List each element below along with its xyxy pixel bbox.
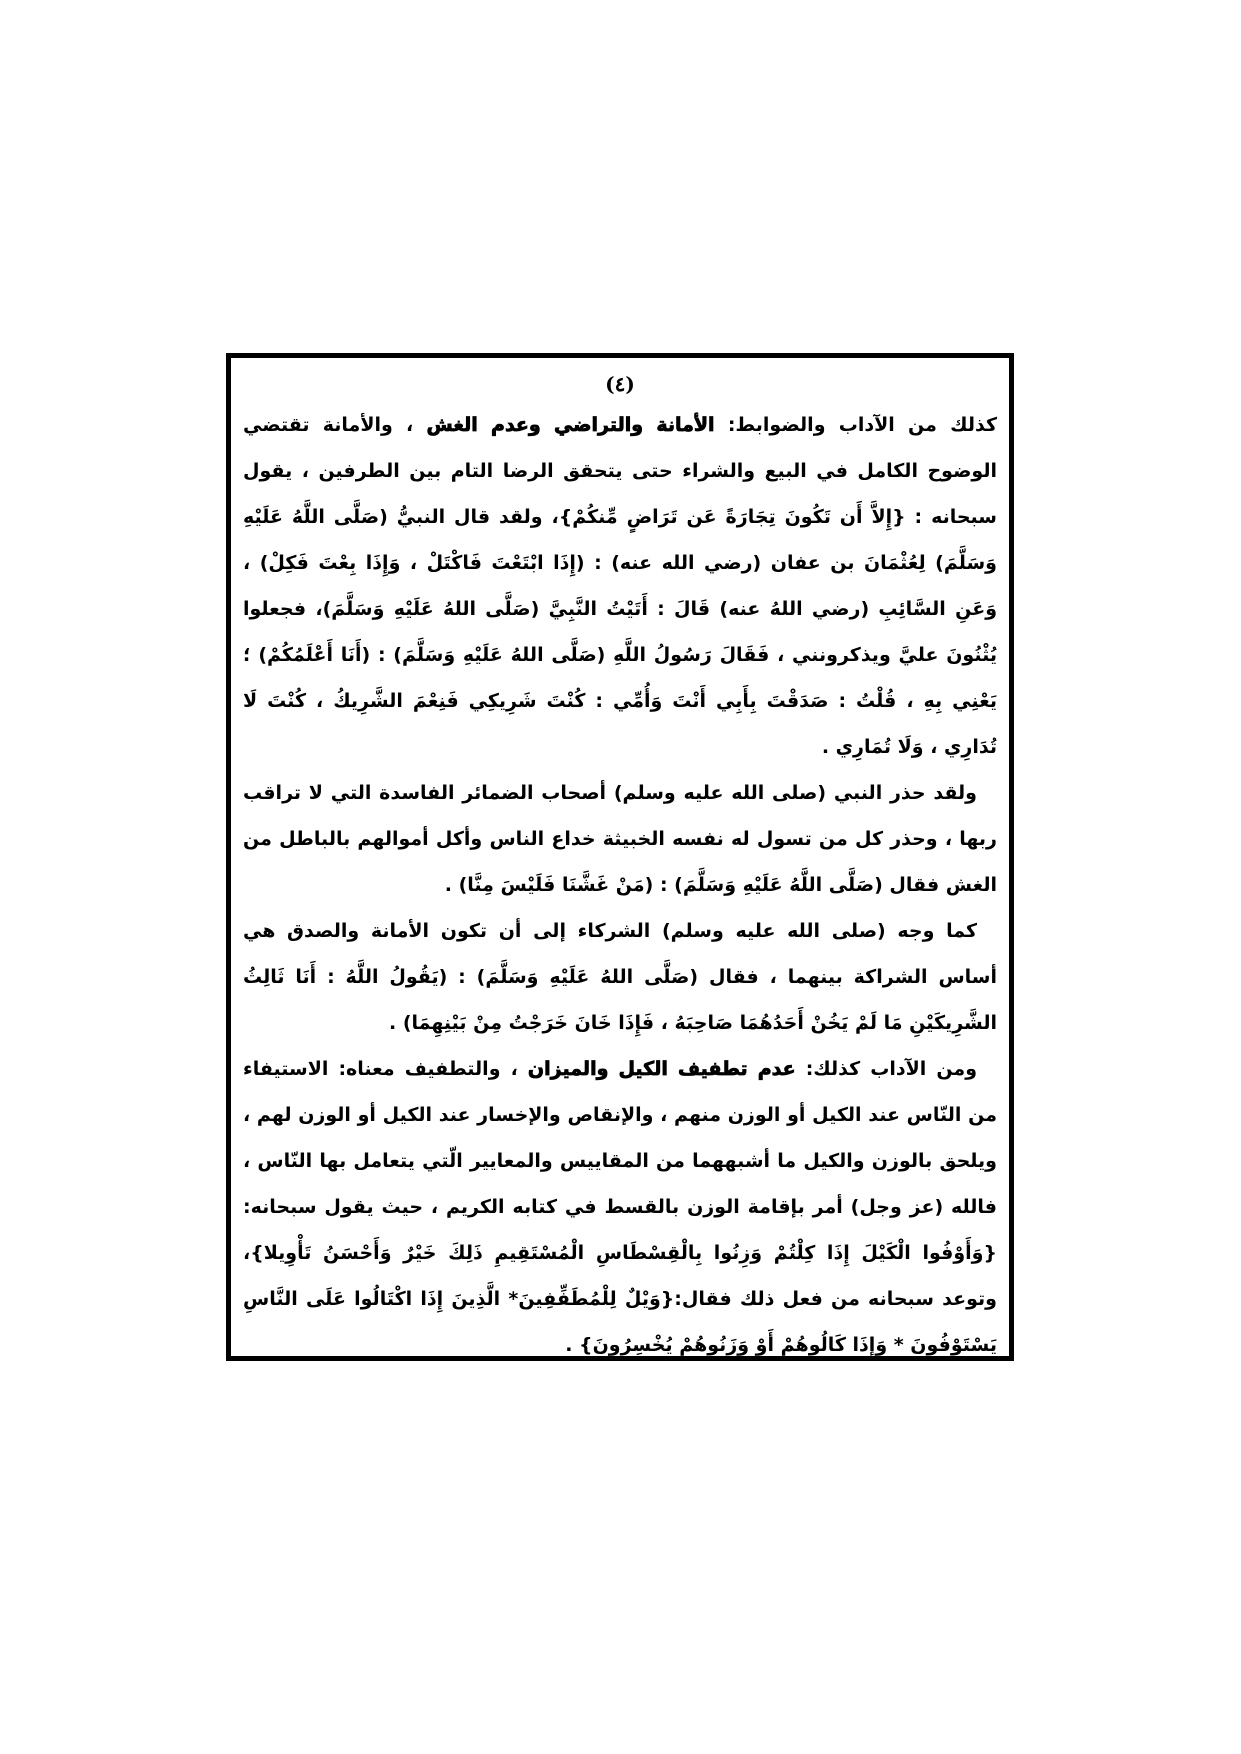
body-text: [243, 402, 997, 1368]
paragraph-text: ولقد حذر النبي (صلى الله عليه وسلم) أصحاب الضمائر الفاسدة التي لا تراقب ربها ، وحذر كل من تسول له نفسه الخبيثة خداع الناس وأكل أموالهم بالباطل من الغش فقال (صَلَّى اللَّهُ عَلَيْهِ وَسَلَّمَ) : (مَنْ غَشَّنَا فَلَيْسَ مِنَّا) .: [243, 782, 997, 896]
paragraph-text: ومن الآداب كذلك:: [795, 1058, 977, 1080]
paragraph-text: ، والتطفيف معناه: الاستيفاء من النّاس عند الكيل أو الوزن منهم ، والإنقاص والإخسار عند الكيل أو الوزن لهم ، ويلحق بالوزن والكيل ما أشبههما من المقاييس والمعايير الّتي يتعامل بها النّاس ، فالله (عز وجل) أمر بإقامة الوزن بالقسط في كتابه الكريم ، حيث يقول سبحانه: {وَأَوْفُوا الْكَيْلَ إِذَا كِلْتُمْ وَزِنُوا بِالْقِسْطَاسِ الْمُسْتَقِيمِ ذَلِكَ خَيْرٌ وَأَحْسَنُ تَأْوِيلا}، وتوعد سبحانه من فعل ذلك فقال:{وَيْلٌ لِلْمُطَفِّفِينَ* الَّذِينَ إِذَا اكْتَالُوا عَلَى النَّاسِ يَسْتَوْفُونَ * وَإِذَا كَالُوهُمْ أَوْ وَزَنُوهُمْ يُخْسِرُونَ} .: [243, 1058, 997, 1356]
highlighted-phrase: الأمانة والتراضي وعدم الغش: [426, 414, 715, 436]
paragraph-partnership: [243, 908, 997, 1046]
page-number: (٤): [605, 372, 635, 396]
paragraph-text: ، والأمانة تقتضي الوضوح الكامل في البيع والشراء حتى يتحقق الرضا التام بين الطرفين ، يقول سبحانه : {إِلاَّ أَن تَكُونَ تِجَارَةً عَن تَرَاضٍ مِّنكُمْ}، ولقد قال النبيُّ (صَلَّى اللَّهُ عَلَيْهِ وَسَلَّمَ) لِعُثْمَانَ بن عفان (رضي الله عنه) : (إِذَا ابْتَعْتَ فَاكْتَلْ ، وَإِذَا بِعْتَ فَكِلْ) ، وَعَنِ السَّائِبِ (رضي اللهُ عنه) قَالَ : أَتَيْتُ النَّبِيَّ (صَلَّى اللهُ عَلَيْهِ وَسَلَّمَ)، فجعلوا يُثْنُونَ عليَّ ويذكرونني ، فَقَالَ رَسُولُ اللَّهِ (صَلَّى اللهُ عَلَيْهِ وَسَلَّمَ) : (أَنَا أَعْلَمُكُمْ) ؛ يَعْنِي بِهِ ، قُلْتُ : صَدَقْتَ بِأَبِي أَنْتَ وَأُمِّي : كُنْتَ شَرِيكِي فَنِعْمَ الشَّرِيكُ ، كُنْتَ لَا تُدَارِي ، وَلَا تُمَارِي .: [243, 414, 997, 758]
highlighted-phrase: عدم تطفيف الكيل والميزان: [527, 1058, 796, 1080]
paragraph-text: كذلك من الآداب والضوابط:: [714, 414, 997, 436]
paragraph-trust-consent: [243, 402, 997, 770]
paragraph-measure-weight: [243, 1046, 997, 1368]
paragraph-warning-fraud: [243, 770, 997, 908]
paragraph-text: كما وجه (صلى الله عليه وسلم) الشركاء إلى أن تكون الأمانة والصدق هي أساس الشراكة بينهما ، فقال (صَلَّى اللهُ عَلَيْهِ وَسَلَّمَ) : (يَقُولُ اللَّهُ : أَنَا ثَالِثُ الشَّرِيكَيْنِ مَا لَمْ يَخُنْ أَحَدُهُمَا صَاحِبَهُ ، فَإِذَا خَانَ خَرَجْتُ مِنْ بَيْنِهِمَا) .: [243, 920, 997, 1034]
page-border: [226, 353, 1014, 1361]
